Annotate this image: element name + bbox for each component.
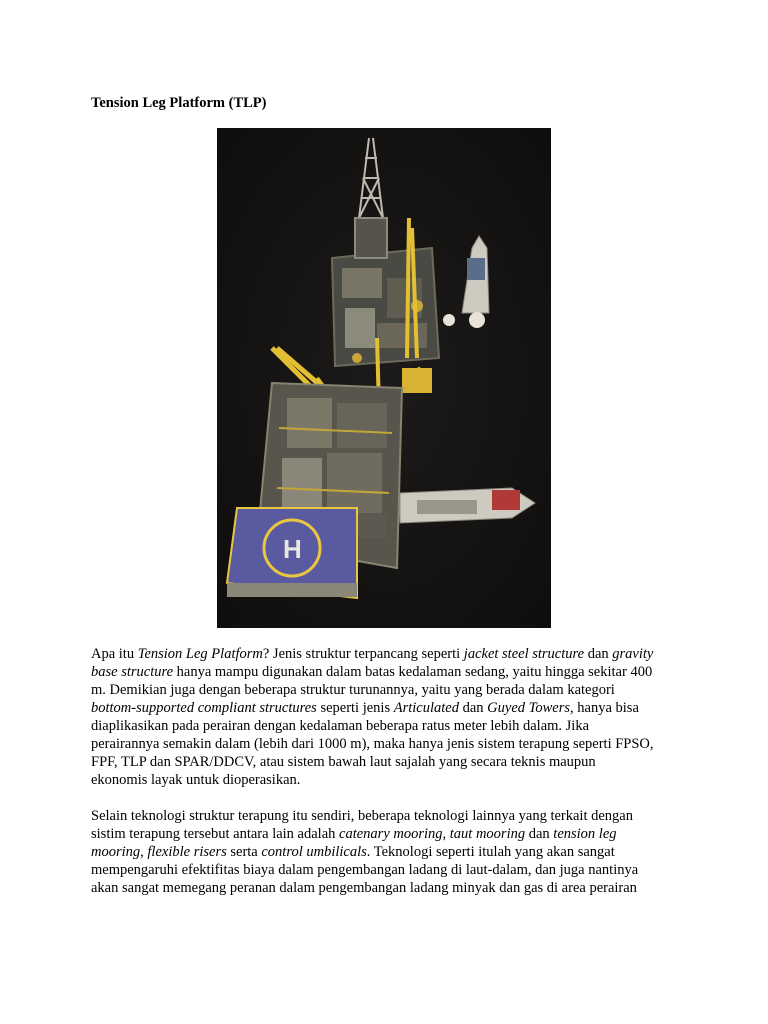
text-run: , [442, 826, 450, 842]
section-heading: Tension Leg Platform (TLP) [91, 95, 267, 111]
italic-term: flexible risers [147, 844, 227, 860]
paragraph-1-line [91, 663, 691, 681]
italic-term: tension leg [553, 826, 617, 842]
paragraph-2-line [91, 843, 691, 861]
italic-term: gravity [612, 646, 654, 662]
text-run: m. Demikian juga dengan beberapa struktur turunannya, yaitu yang berada dalam kategori [91, 682, 615, 698]
text-run: dan [458, 700, 488, 716]
italic-term: catenary mooring [339, 826, 443, 842]
text-run: serta [226, 844, 262, 860]
upper-module [332, 248, 439, 366]
helideck [227, 508, 357, 598]
svg-text:H: H [283, 534, 302, 564]
paragraph-1-line [91, 753, 691, 771]
italic-term: base structure [91, 664, 174, 680]
text-run: ? Jenis struktur terpancang seperti [262, 646, 464, 662]
paragraph-1-line [91, 735, 691, 753]
paragraph-1-line [91, 771, 691, 789]
italic-term: taut mooring [449, 826, 526, 842]
paragraph-2-line [91, 807, 691, 825]
italic-term: jacket steel structure [463, 646, 585, 662]
crane-right [402, 368, 432, 393]
text-run: . Teknologi seperti itulah yang akan sangat [366, 844, 615, 860]
text-run: , [140, 844, 148, 860]
italic-term: Articulated [393, 700, 459, 716]
paragraph-1-line [91, 645, 691, 663]
text-run: FPF, TLP dan SPAR/DDCV, atau sistem bawah laut sajalah yang secara teknis maupun [91, 754, 596, 770]
italic-term: Tension Leg Platform [137, 646, 263, 662]
italic-term: control umbilicals [261, 844, 367, 860]
text-run: , hanya bisa [570, 700, 639, 716]
paragraph-1-line [91, 681, 691, 699]
text-run: mempengaruhi efektifitas biaya dalam pengembangan ladang di laut-dalam, dan juga nantinya [91, 862, 639, 878]
text-run: dan [584, 646, 613, 662]
paragraph-1-line [91, 699, 691, 717]
paragraph-1 [91, 645, 691, 789]
text-run: Selain teknologi struktur terapung itu sendiri, beberapa teknologi lainnya yang terkait dengan [91, 808, 633, 824]
text-run: hanya mampu digunakan dalam batas kedalaman sedang, yaitu hingga sekitar 400 [173, 664, 653, 680]
text-run: diaplikasikan pada perairan dengan kedalaman beberapa ratus meter lebih dalam. Jika [91, 718, 590, 734]
platform-photo [217, 128, 551, 628]
paragraph-1-line [91, 717, 691, 735]
text-run: akan sangat memegang peranan dalam pengembangan ladang minyak dan gas di area perairan [91, 880, 637, 896]
italic-term: mooring [91, 844, 141, 860]
paragraph-2-line [91, 861, 691, 879]
text-run: perairannya semakin dalam (lebih dari 1000 m), maka hanya jenis sistem terapung seperti FPSO, [91, 736, 654, 752]
italic-term: Guyed Towers [487, 700, 571, 716]
paragraph-2 [91, 807, 691, 897]
text-run: dan [525, 826, 554, 842]
text-run: seperti jenis [316, 700, 394, 716]
italic-term: bottom-supported compliant structures [91, 700, 317, 716]
paragraph-2-line [91, 825, 691, 843]
text-run: Apa itu [91, 646, 138, 662]
text-run: ekonomis layak untuk dioperasikan. [91, 772, 301, 788]
platform-photo-illustration [217, 128, 551, 628]
paragraph-2-line [91, 879, 691, 897]
text-run: sistim terapung tersebut antara lain adalah [91, 826, 340, 842]
